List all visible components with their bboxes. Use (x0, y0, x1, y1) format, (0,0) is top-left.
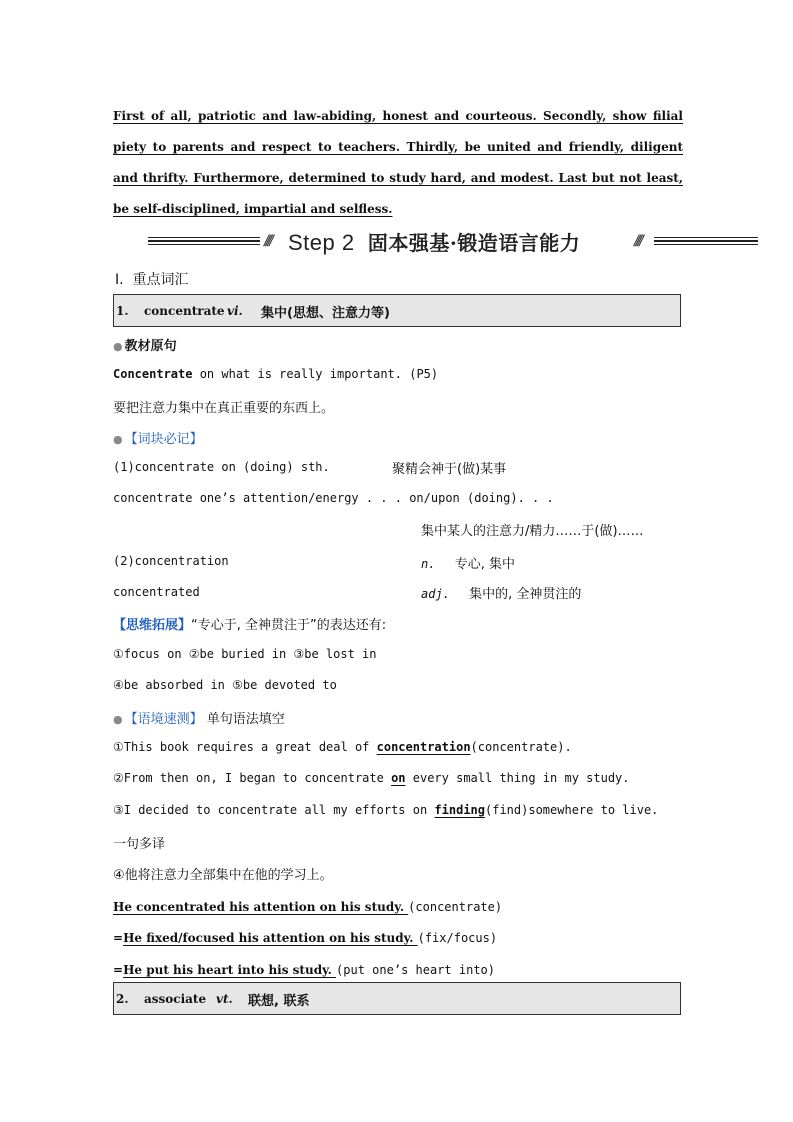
thinking-row-1: ①focus on ②be buried in ③be lost in (113, 647, 377, 661)
chunk-4-meaning: adj. 集中的, 全神贯注的 (421, 587, 582, 602)
multi-prompt: ④他将注意力全部集中在他的学习上。 (113, 868, 333, 883)
quiz-item-3: ③I decided to concentrate all my efforts on finding(find)somewhere to live. (113, 803, 659, 817)
multi-heading: 一句多译 (113, 837, 166, 852)
quiz-item-1: ①This book requires a great deal of concentration(concentrate). (113, 740, 572, 754)
chunk-3-en: (2)concentration (113, 554, 229, 568)
intro-paragraph: First of all, patriotic and law-abiding, honest and courteous. Secondly, show filial piety to parents and respect to teachers. Thirdly, be united and friendly, diligent and thrifty. Furthermore, determined to study hard, and modest. Last but not least, be self-disciplined, impartial and selfless. (113, 109, 683, 216)
textbook-translation: 要把注意力集中在真正重要的东西上。 (113, 401, 335, 416)
chunks-heading: ● 【词块必记】 (113, 432, 203, 447)
step-header (148, 226, 758, 260)
chunk-2-cn: 集中某人的注意力/精力……于(做)…… (421, 524, 644, 539)
chunk-1-cn: 聚精会神于(做)某事 (392, 462, 507, 477)
chunk-1-en: (1)concentrate on (doing) sth. (113, 460, 330, 474)
header-rule-left (148, 237, 260, 245)
quiz-item-2: ②From then on, I began to concentrate on every small thing in my study. (113, 771, 630, 785)
vocab-box-associate: 2. associate vt. 联想, 联系 (113, 982, 681, 1015)
multi-answer-1: He concentrated his attention on his study. (concentrate) (113, 900, 503, 914)
header-rule-right (654, 237, 758, 245)
chunk-3-meaning: n. 专心, 集中 (421, 557, 515, 572)
step-title: Step 2 固本强基·锻造语言能力 (288, 230, 581, 255)
multi-answer-3: =He put his heart into his study. (put one’s heart into) (113, 963, 495, 977)
textbook-sentence: Concentrate on what is really important. (P5) (113, 367, 439, 381)
chunk-4-en: concentrated (113, 585, 200, 599)
thinking-row-2: ④be absorbed in ⑤be devoted to (113, 678, 337, 692)
header-slash-left: //// (264, 233, 271, 249)
thinking-heading: 【思维拓展】“专心于, 全神贯注于”的表达还有: (113, 618, 387, 633)
quiz-heading: ● 【语境速测】 单句语法填空 (113, 712, 285, 727)
vocab-box-concentrate: 1. concentrate vi. 集中(思想、注意力等) (113, 294, 681, 327)
section-title: Ⅰ. 重点词汇 (115, 272, 189, 288)
multi-answer-2: =He fixed/focused his attention on his study. (fix/focus) (113, 931, 498, 945)
textbook-heading: ● 教材原句 (113, 339, 177, 354)
chunk-2-en: concentrate one’s attention/energy . . . on/upon (doing). . . (113, 491, 554, 505)
header-slash-right: //// (634, 233, 641, 249)
